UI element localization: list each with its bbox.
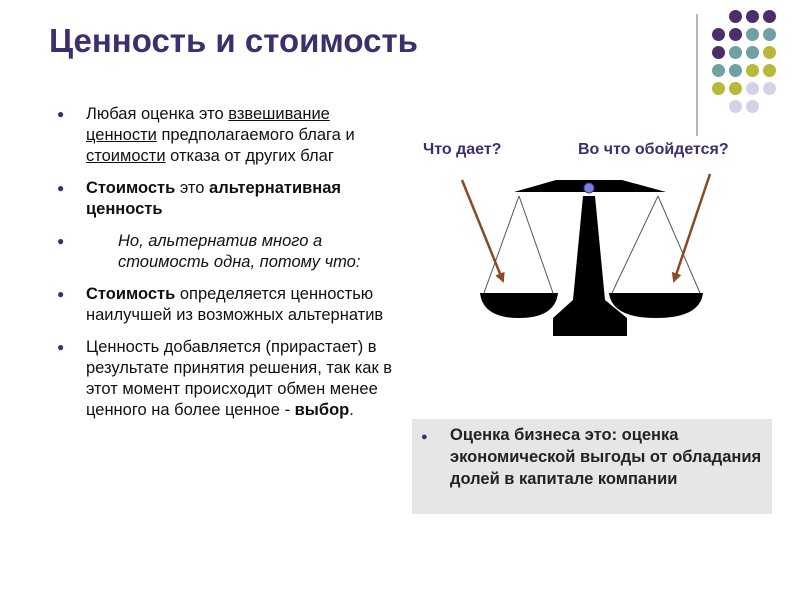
- scale-label-cost: Во что обойдется?: [578, 141, 729, 158]
- decorative-dot: [729, 82, 742, 95]
- decorative-dot: [746, 28, 759, 41]
- note-text: Оценка бизнеса это: оценка экономической выгоды от обладания долей в капитале компании: [450, 426, 762, 488]
- decorative-dot: [746, 64, 759, 77]
- bullet-icon: ●: [421, 431, 428, 443]
- decorative-dot: [746, 100, 759, 113]
- decorative-dot: [746, 46, 759, 59]
- decorative-dot: [712, 46, 725, 59]
- scale-pillar: [553, 196, 627, 336]
- decorative-dot: [746, 82, 759, 95]
- decorative-dot: [729, 46, 742, 59]
- decorative-dot: [729, 28, 742, 41]
- left-pan: [480, 293, 558, 318]
- balance-scale-icon: [420, 160, 800, 350]
- bullet-list: [54, 104, 394, 432]
- decorative-dot: [712, 28, 725, 41]
- decorative-dot: [712, 64, 725, 77]
- decorative-dot: [729, 100, 742, 113]
- page-title: Ценность и стоимость: [49, 22, 418, 59]
- bullet-icon: ●: [57, 181, 65, 195]
- decorative-dot: [746, 10, 759, 23]
- bullet-icon: ●: [57, 287, 65, 301]
- arrow-gives: [462, 180, 503, 281]
- arrow-cost: [674, 174, 710, 281]
- bullet-icon: ●: [57, 234, 65, 248]
- decorative-dot: [763, 10, 776, 23]
- bullet-icon: ●: [57, 340, 65, 354]
- decorative-dot: [763, 46, 776, 59]
- decorative-dot: [763, 64, 776, 77]
- scale-label-gives: Что дает?: [423, 141, 502, 158]
- decorative-dot: [763, 28, 776, 41]
- vertical-divider: [696, 14, 698, 136]
- decorative-dot: [729, 64, 742, 77]
- bullet-icon: ●: [57, 107, 65, 121]
- business-valuation-note: [412, 419, 772, 514]
- decorative-dot: [763, 82, 776, 95]
- scale-pivot: [584, 183, 594, 193]
- list-item: ● Стоимость определяется ценностью наилучшей из возможных альтернатив: [57, 285, 384, 324]
- decorative-dot: [712, 82, 725, 95]
- right-pan: [609, 293, 703, 318]
- list-item: ● Ценность добавляется (прирастает) в результате принятия решения, так как в этот момент происходит обмен менее ценного на более ценное - выбор.: [57, 338, 393, 419]
- list-item: ● Любая оценка это взвешивание ценности предполагаемого блага и стоимости отказа от других благ: [57, 105, 355, 165]
- list-item: ● Но, альтернатив много а стоимость одна, потому что:: [57, 232, 361, 271]
- list-item: ● Стоимость это альтернативная ценность: [57, 179, 342, 218]
- decorative-dot: [729, 10, 742, 23]
